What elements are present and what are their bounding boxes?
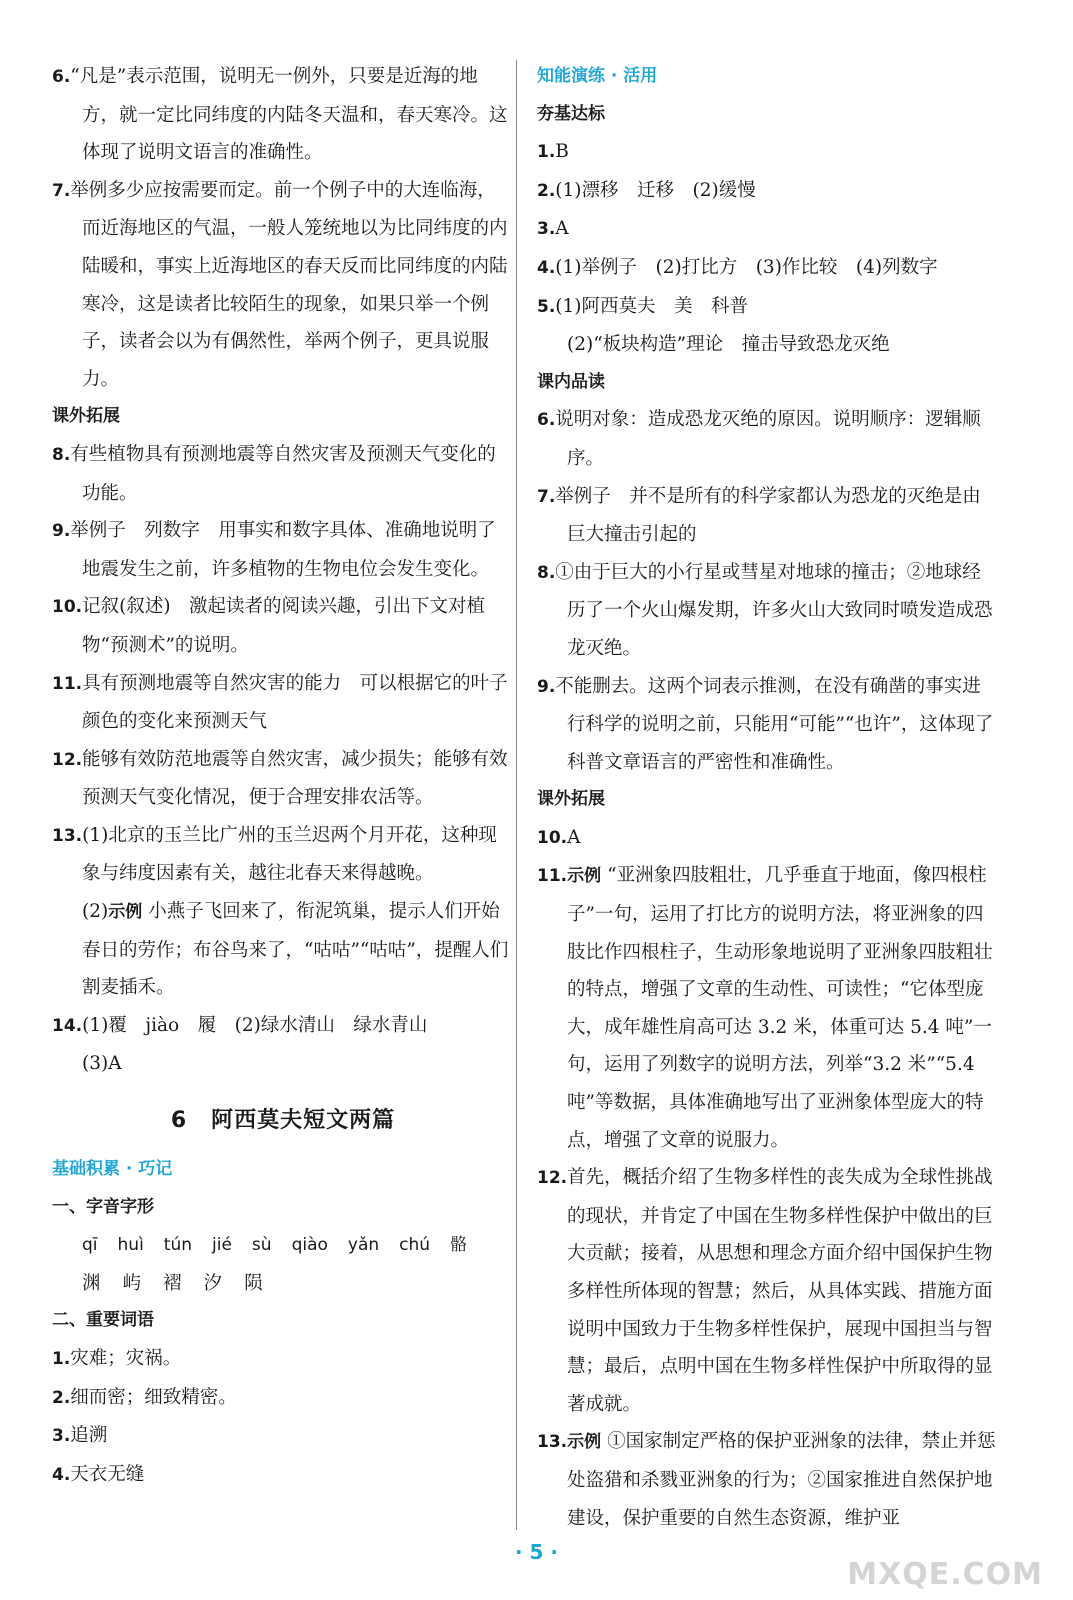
numbered-item bbox=[537, 668, 999, 782]
item-number: 6. bbox=[52, 67, 71, 87]
item-example-label: 示例 bbox=[567, 866, 602, 887]
item-text: 说明对象：造成恐龙灭绝的原因。说明顺序：逻辑顺序。 bbox=[555, 409, 981, 469]
item-text: 能够有效防范地震等自然灾害，减少损失；能够有效预测天气变化情况，便于合理安排农活等。 bbox=[82, 748, 508, 809]
item-number: 3. bbox=[537, 219, 556, 240]
item-number: 11. bbox=[537, 866, 568, 887]
char-token: 汐 bbox=[203, 1272, 223, 1294]
numbered-item bbox=[537, 401, 999, 477]
item-text: 首先，概括介绍了生物多样性的丧失成为全球性挑战的现状，并肯定了中国在生物多样性保护中做出的巨大贡献；接着，从思想和理念方面介绍中国保护生物多样性所体现的智慧；然后，从具体实践、措施方面说明中国致力于生物多样性保护，展现中国担当与智慧；最后，点明中国在生物多样性保护中所取得的显著成就。 bbox=[567, 1167, 993, 1415]
item-text: ①由于巨大的小行星或彗星对地球的撞击；②地球经历了一个火山爆发期，许多火山大致同时喷发造成恐龙灭绝。 bbox=[555, 561, 993, 659]
item-number: 12. bbox=[537, 1168, 568, 1189]
item-14-sub: (3)A bbox=[82, 1053, 122, 1075]
item-number: 7. bbox=[537, 486, 556, 507]
item-5-sub: (2)“板块构造”理论 撞击导致恐龙灭绝 bbox=[567, 334, 890, 356]
item-text: (1)漂移 迁移 (2)缓慢 bbox=[555, 179, 756, 201]
char-token: 屿 bbox=[122, 1272, 142, 1294]
watermark-logo: MXQE.COM bbox=[847, 1557, 1043, 1592]
section-foundation: 基础积累 · 巧记 bbox=[52, 1159, 173, 1180]
numbered-item bbox=[52, 1417, 514, 1456]
item-number: 7. bbox=[52, 180, 71, 201]
item-number: 3. bbox=[52, 1426, 71, 1447]
numbered-item bbox=[52, 665, 514, 741]
item-text: 天衣无缝 bbox=[70, 1463, 145, 1485]
pinyin-token: yǎn bbox=[347, 1235, 380, 1256]
item-number: 14. bbox=[52, 1015, 83, 1036]
item-13-example-label: 示例 bbox=[108, 902, 143, 923]
numbered-item bbox=[537, 478, 999, 554]
numbered-item bbox=[52, 172, 514, 399]
chapter-name: 阿西莫夫短文两篇 bbox=[211, 1108, 396, 1134]
item-text: 灾难；灾祸。 bbox=[70, 1348, 182, 1369]
numbered-item bbox=[52, 436, 514, 512]
item-text: 有些植物具有预测地震等自然灾害及预测天气变化的功能。 bbox=[70, 443, 496, 504]
pinyin-token: huì bbox=[117, 1235, 144, 1256]
numbered-item bbox=[52, 512, 514, 588]
pinyin-row bbox=[52, 1226, 514, 1265]
item-text: 细而密；细致精密。 bbox=[70, 1386, 237, 1408]
item-text: 不能删去。这两个词表示推测，在没有确凿的事实进行科学的说明之前，只能用“可能”“也许”，这体现了科普文章语言的严密性和准确性。 bbox=[555, 675, 994, 773]
pinyin-token: jié bbox=[212, 1235, 232, 1256]
column-divider bbox=[516, 60, 517, 1530]
item-13-sub2 bbox=[52, 893, 514, 1007]
item-12 bbox=[537, 1159, 999, 1423]
item-number: 4. bbox=[52, 1464, 71, 1485]
item-number: 2. bbox=[52, 1387, 71, 1408]
page-number: · 5 · bbox=[514, 1540, 559, 1564]
numbered-item bbox=[52, 817, 514, 893]
heading-vocabulary: 二、重要词语 bbox=[52, 1310, 154, 1331]
heading-extension-right: 课外拓展 bbox=[537, 789, 605, 810]
chapter-number: 6 bbox=[170, 1108, 188, 1134]
item-text: A bbox=[555, 218, 569, 240]
item-13-right bbox=[537, 1423, 999, 1537]
numbered-item bbox=[537, 133, 999, 172]
pinyin-token: tún bbox=[163, 1235, 193, 1256]
heading-reading: 课内品读 bbox=[537, 371, 605, 392]
item-number: 9. bbox=[537, 676, 556, 697]
item-text: “凡是”表示范围，说明无一例外，只要是近海的地方，就一定比同纬度的内陆冬天温和，春天寒冷。这体现了说明文语言的准确性。 bbox=[70, 66, 508, 164]
left-items-a bbox=[52, 58, 514, 398]
heading-pronunciation: 一、字音字形 bbox=[52, 1196, 154, 1217]
item-number: 13. bbox=[537, 1432, 568, 1453]
left-items-b bbox=[52, 436, 514, 893]
item-number: 13. bbox=[52, 825, 83, 846]
pinyin-token: sù bbox=[251, 1235, 272, 1256]
numbered-item bbox=[537, 172, 999, 211]
numbered-item bbox=[52, 741, 514, 817]
item-14 bbox=[52, 1007, 514, 1046]
item-text: 举例子 列数字 用事实和数字具体、准确地说明了地震发生之前，许多植物的生物电位会发生变化。 bbox=[70, 520, 496, 580]
item-text: (1)覆 jiào 履 (2)绿水清山 绿水青山 bbox=[82, 1014, 428, 1036]
item-text: B bbox=[555, 141, 569, 163]
item-text: “亚洲象四肢粗壮，几乎垂直于地面，像四根柱子”一句，运用了打比方的说明方法，将亚洲象的四肢比作四根柱子，生动形象地说明了亚洲象四肢粗壮的特点，增强了文章的生动性、可读性；“它体型庞大，成年雄性肩高可达 3.2 米，体重可达 5.4 吨”一句，运用了列数字的说明方法，列举“3.2 米”“5.4 吨”等数据，具体准确地写出了亚洲象体型庞大的特点，增强了文章的说服力。 bbox=[567, 865, 993, 1151]
section-practice: 知能演练 · 活用 bbox=[537, 66, 658, 86]
numbered-item bbox=[537, 288, 999, 327]
item-number: 11. bbox=[52, 673, 83, 694]
char-token: 陨 bbox=[244, 1272, 263, 1294]
item-text: ①国家制定严格的保护亚洲象的法律，禁止并惩处盗猎和杀戮亚洲象的行为；②国家推进自然保护地建设，保护重要的自然生态资源，维护亚 bbox=[567, 1431, 996, 1529]
item-text: 具有预测地震等自然灾害的能力 可以根据它的叶子颜色的变化来预测天气 bbox=[82, 672, 508, 733]
item-number: 9. bbox=[52, 521, 71, 542]
left-items-c bbox=[52, 1340, 514, 1494]
heading-extension: 课外拓展 bbox=[52, 406, 120, 427]
item-text: 举例子 并不是所有的科学家都认为恐龙的灭绝是由巨大撞击引起的 bbox=[555, 485, 981, 546]
right-column bbox=[537, 58, 999, 1537]
item-number: 12. bbox=[52, 749, 83, 770]
item-text: (1)举例子 (2)打比方 (3)作比较 (4)列数字 bbox=[555, 256, 938, 278]
chapter-title bbox=[52, 1093, 514, 1149]
heading-basics: 夯基达标 bbox=[537, 103, 605, 124]
item-text: 记叙(叙述) 激起读者的阅读兴趣，引出下文对植物“预测术”的说明。 bbox=[82, 596, 486, 656]
item-text: 举例多少应按需要而定。前一个例子中的大连临海，而近海地区的气温，一般人笼统地以为比同纬度的内陆暖和，事实上近海地区的春天反而比同纬度的内陆寒冷，这是读者比较陌生的现象，如果只举一个例子，读者会以为有偶然性，举两个例子，更具说服力。 bbox=[70, 179, 508, 390]
item-number: 8. bbox=[52, 444, 71, 465]
item-example-label: 示例 bbox=[567, 1432, 602, 1453]
item-number: 1. bbox=[537, 142, 556, 163]
numbered-item bbox=[52, 1379, 514, 1418]
item-text: (1)北京的玉兰比广州的玉兰迟两个月开花，这种现象与纬度因素有关，越往北春天来得越晚。 bbox=[82, 824, 497, 885]
item-text: A bbox=[567, 826, 581, 848]
numbered-item bbox=[537, 210, 999, 249]
numbered-item bbox=[537, 554, 999, 668]
item-11 bbox=[537, 857, 999, 1159]
pinyin-token: qī bbox=[82, 1235, 98, 1256]
item-10 bbox=[537, 819, 999, 858]
item-number: 8. bbox=[537, 562, 556, 583]
numbered-item bbox=[537, 249, 999, 288]
numbered-item bbox=[52, 1456, 514, 1495]
item-number: 5. bbox=[537, 296, 556, 317]
chars-row bbox=[52, 1265, 514, 1303]
pinyin-token: qiào bbox=[291, 1235, 328, 1256]
pinyin-token: 骼 bbox=[450, 1235, 468, 1256]
item-13-sub-text: 小燕子飞回来了，衔泥筑巢，提示人们开始春日的劳作；布谷鸟来了，“咕咕”“咕咕”，提醒人们割麦插禾。 bbox=[82, 901, 509, 999]
item-text: (1)阿西莫夫 美 科普 bbox=[555, 295, 749, 317]
item-text: 追溯 bbox=[70, 1425, 108, 1447]
numbered-item bbox=[52, 58, 514, 172]
item-number: 1. bbox=[52, 1349, 71, 1369]
item-number: 4. bbox=[537, 257, 556, 278]
char-token: 褶 bbox=[163, 1272, 182, 1294]
numbered-item bbox=[52, 588, 514, 664]
char-token: 渊 bbox=[82, 1272, 101, 1294]
numbered-item bbox=[52, 1340, 514, 1379]
item-number: 2. bbox=[537, 180, 556, 201]
right-items-d bbox=[537, 133, 999, 326]
item-number: 6. bbox=[537, 410, 556, 431]
right-items-e bbox=[537, 401, 999, 781]
pinyin-token: chú bbox=[399, 1235, 431, 1256]
left-column bbox=[52, 58, 514, 1494]
item-number: 10. bbox=[537, 827, 568, 848]
item-13-sub-prefix: (2) bbox=[82, 901, 109, 923]
item-number: 10. bbox=[52, 597, 83, 618]
